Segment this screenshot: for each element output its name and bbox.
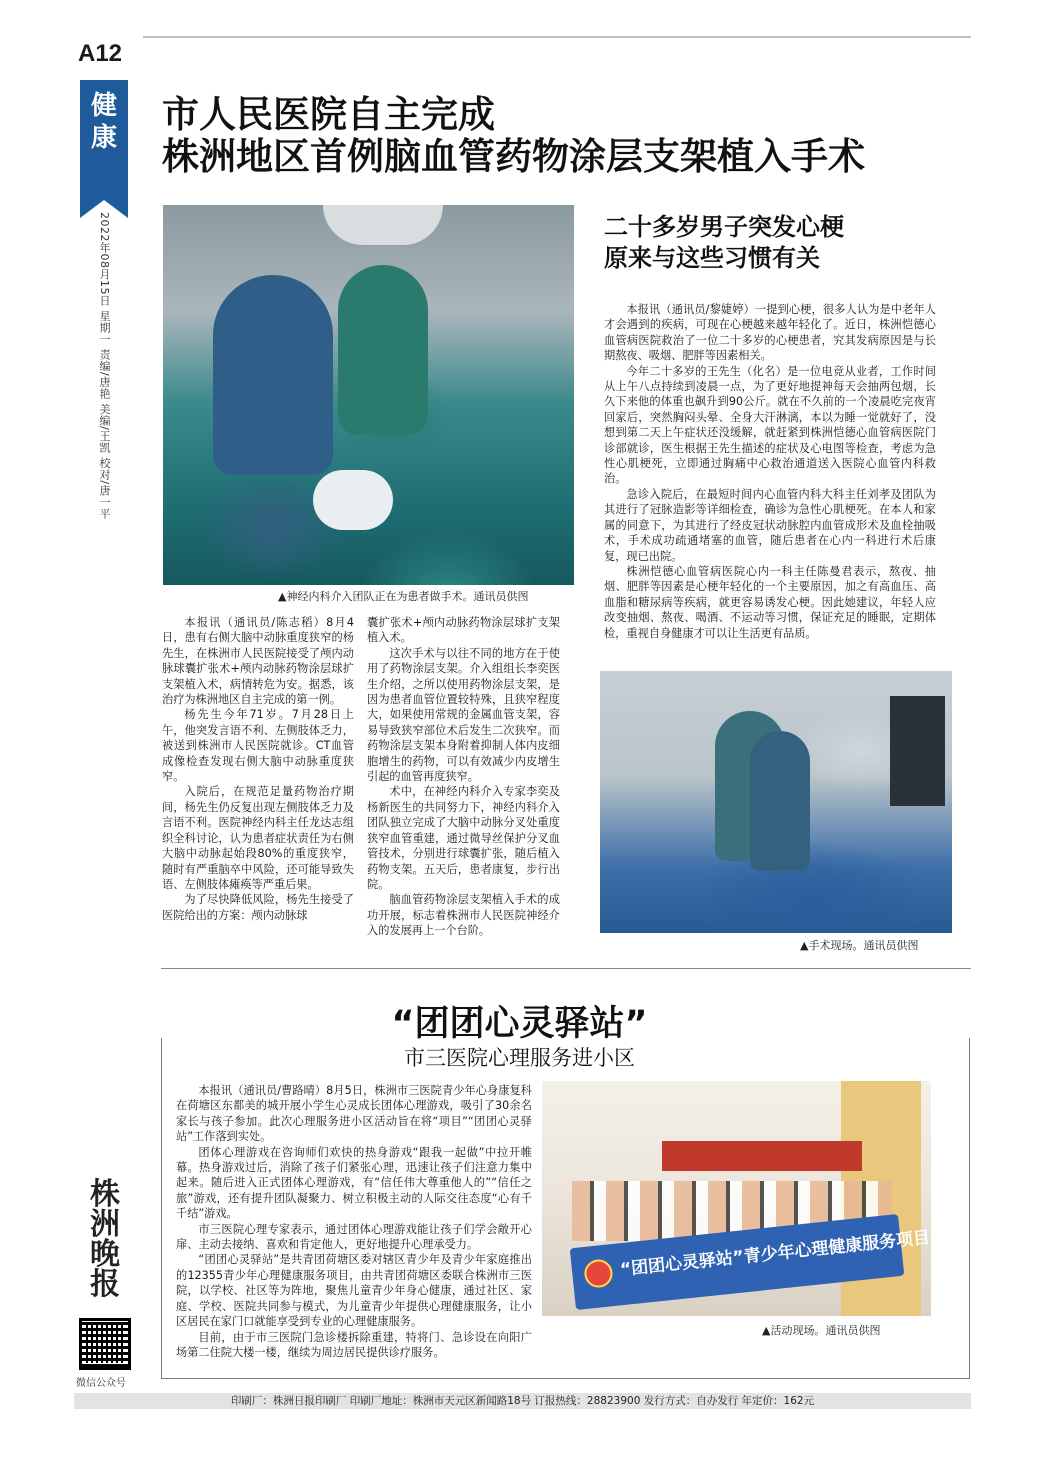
article1-title-line1: 市人民医院自主完成 (162, 93, 495, 136)
logo-char-1: 株 (90, 1177, 120, 1212)
article3-body (176, 1083, 532, 1360)
paragraph: 市三医院心理专家表示，通过团体心理游戏能让孩子们学会敞开心扉、主动去接纳、喜欢和肯定他人，更好地提升心理承受力。 (176, 1222, 532, 1252)
paragraph: 本报讯（通讯员/黎婕婷）一提到心梗，很多人认为是中老年人才会遇到的疾病，可现在心梗越来越年轻化了。近日，株洲恺德心血管病医院救治了一位二十多岁的心梗患者，究其发病原因是与长期熬夜、吸烟、肥胖等因素相关。 (604, 303, 936, 363)
paragraph: 这次手术与以往不同的地方在于使用了药物涂层支架。介入组组长李奕医生介绍，之所以使用药物涂层支架，是因为患者血管位置较特殊，且狭窄程度大，如果使用常规的金属血管支架，容易导致狭窄部位术后发生二次狭窄。而药物涂层支架本身附着抑制人体内皮细胞增生的药物，可以有效减少内皮增生引起的血管再度狭窄。 (367, 646, 560, 784)
paragraph: 今年二十多岁的王先生（化名）是一位电竞从业者，工作时间从上午八点持续到凌晨一点，为了更好地提神每天会抽两包烟，长久下来他的体重也飙升到90公斤。就在不久前的一个凌晨吃完夜宵回家后，突然胸闷头晕、全身大汗淋漓，本以为睡一觉就好了，没想到第二天上午症状还没缓解，就赶紧到株洲恺德心血管病医院门诊部就诊，医生根据王先生描述的症状及心电图等检查，考虑为急性心肌梗死，立即通过胸痛中心救治通道送入医院心血管内科救治。 (604, 364, 936, 486)
paragraph: 术中，在神经内科介入专家李奕及杨新医生的共同努力下，神经内科介入团队独立完成了大脑中动脉分叉处重度狭窄血管重建，通过微导丝保护分叉血管技术，分别进行球囊扩张，随后植入药物支架。五天后，患者康复，步行出院。 (367, 785, 560, 891)
paragraph: “团团心灵驿站”是共青团荷塘区委对辖区青少年及青少年家庭推出的12355青少年心理健康服务项目，由共青团荷塘区委联合株洲市三医院，以学校、社区等为阵地，聚焦儿童青少年身心健康，通过社区、家庭、学校、医院共同参与模式，为儿童青少年提供心理健康服务，让小区居民在家门口就能享受到专业的心理健康服务。 (176, 1253, 532, 1329)
activity-photo (542, 1081, 931, 1316)
section-divider (161, 968, 971, 969)
surgery-photo (163, 205, 574, 585)
paragraph: 脑血管药物涂层支架植入手术的成功开展，标志着株洲市人民医院神经介入的发展再上一个台阶。 (367, 893, 560, 938)
activity-photo-caption: ▲活动现场。通讯员供图 (762, 1324, 881, 1337)
surgery-photo-caption: ▲神经内科介入团队正在为患者做手术。通讯员供图 (278, 590, 529, 603)
masthead-logo (80, 1177, 130, 1302)
emblem-icon (583, 1258, 614, 1289)
page-number: A12 (78, 40, 123, 67)
qr-label: 微信公众号 (76, 1378, 126, 1389)
article2-title-line1: 二十多岁男子突发心梗 (604, 213, 844, 241)
operation-scene-photo (600, 671, 952, 933)
banner-text: “团团心灵驿站”青少年心理健康服务项目 (619, 1227, 931, 1281)
footer-info: 印刷厂：株洲日报印刷厂 印刷厂地址：株洲市天元区新闻路18号 订报热线：28823900 发行方式：自办发行 年定价：162元 (74, 1393, 971, 1409)
section-char-2: 康 (90, 123, 117, 153)
article1-column-1 (162, 615, 354, 923)
paragraph: 为了尽快降低风险，杨先生接受了医院给出的方案：颅内动脉球 (162, 893, 354, 922)
logo-char-3: 晚 (90, 1237, 120, 1272)
top-rule (143, 36, 971, 38)
article3-subtitle: 市三医院心理服务进小区 (404, 1046, 635, 1070)
article1-column-2 (367, 615, 560, 939)
article2-body (604, 302, 936, 641)
qr-code-icon[interactable] (79, 1318, 131, 1370)
article1-title-line2: 株洲地区首例脑血管药物涂层支架植入手术 (162, 135, 865, 178)
paragraph: 杨先生今年71岁。7月28日上午，他突发言语不利、左侧肢体乏力，被送到株洲市人民医院就诊。CT血管成像检查发现右侧大脑中动脉重度狭窄。 (162, 708, 354, 784)
section-tab (80, 80, 128, 200)
paragraph: 团体心理游戏在咨询师们欢快的热身游戏“跟我一起做”中拉开帷幕。热身游戏过后，消除了孩子们紧张心理，迅速让孩子们注意力集中起来。随后进入正式团体心理游戏，有“信任伟大尊重他人的”“信任之旅”游戏，还有提升团队凝聚力、树立积极主动的人际交往态度“心有千千结”游戏。 (176, 1145, 532, 1221)
paragraph: 本报讯（通讯员/陈志稻）8月4日，患有右侧大脑中动脉重度狭窄的杨先生，在株洲市人民医院接受了颅内动脉球囊扩张术+颅内动脉药物涂层球扩支架植入术，病情转危为安。据悉，该治疗为株洲地区自主完成的第一例。 (162, 616, 354, 707)
paragraph: 目前，由于市三医院门急诊楼拆除重建，特将门、急诊设在向阳广场第二住院大楼一楼，继续为周边居民提供诊疗服务。 (176, 1330, 532, 1359)
section-char-1: 健 (90, 91, 117, 121)
paragraph: 株洲恺德心血管病医院心内一科主任陈曼君表示，熬夜、抽烟、肥胖等因素是心梗年轻化的一个主要原因，加之有高血压、高血脂和糖尿病等疾病，就更容易诱发心梗。因此她建议，年轻人应改变抽烟、熬夜、喝酒、不运动等习惯，保证充足的睡眠，定期体检，重视自身健康才可以让生活更有品质。 (604, 564, 936, 640)
issue-meta: 2022年08月15日 星期一 责编/唐艳 美编/王凯 校对/唐一平 (98, 212, 111, 520)
article2-title-line2: 原来与这些习惯有关 (604, 244, 820, 272)
paragraph: 入院后，在规范足量药物治疗期间，杨先生仍反复出现左侧肢体乏力及言语不利。医院神经内科主任龙达志组织全科讨论，认为患者症状责任为右侧大脑中动脉起始段80%的重度狭窄，随时有严重脑卒中风险，还可能导致失语、左侧肢体瘫痪等严重后果。 (162, 785, 354, 891)
article3-title: “团团心灵驿站” (391, 1004, 648, 1044)
operation-scene-caption: ▲手术现场。通讯员供图 (800, 939, 919, 952)
paragraph: 本报讯（通讯员/曹路晴）8月5日，株洲市三医院青少年心身康复科在荷塘区东都美的城开展小学生心灵成长团体心理游戏，吸引了30余名家长与孩子参加。此次心理服务进小区活动旨在将“项目”“团团心灵驿站”工作落到实处。 (176, 1084, 532, 1144)
paragraph: 急诊入院后，在最短时间内心血管内科大科主任刘孝及团队为其进行了冠脉造影等详细检查，确诊为急性心肌梗死。在本人和家属的同意下，为其进行了经皮冠状动脉腔内血管成形术及血栓抽吸术，手术成功疏通堵塞的血管，随后患者在心内一科进行术后康复，现已出院。 (604, 487, 936, 563)
logo-char-4: 报 (90, 1267, 120, 1302)
logo-char-2: 洲 (90, 1207, 120, 1242)
paragraph: 囊扩张术+颅内动脉药物涂层球扩支架植入术。 (367, 616, 560, 645)
